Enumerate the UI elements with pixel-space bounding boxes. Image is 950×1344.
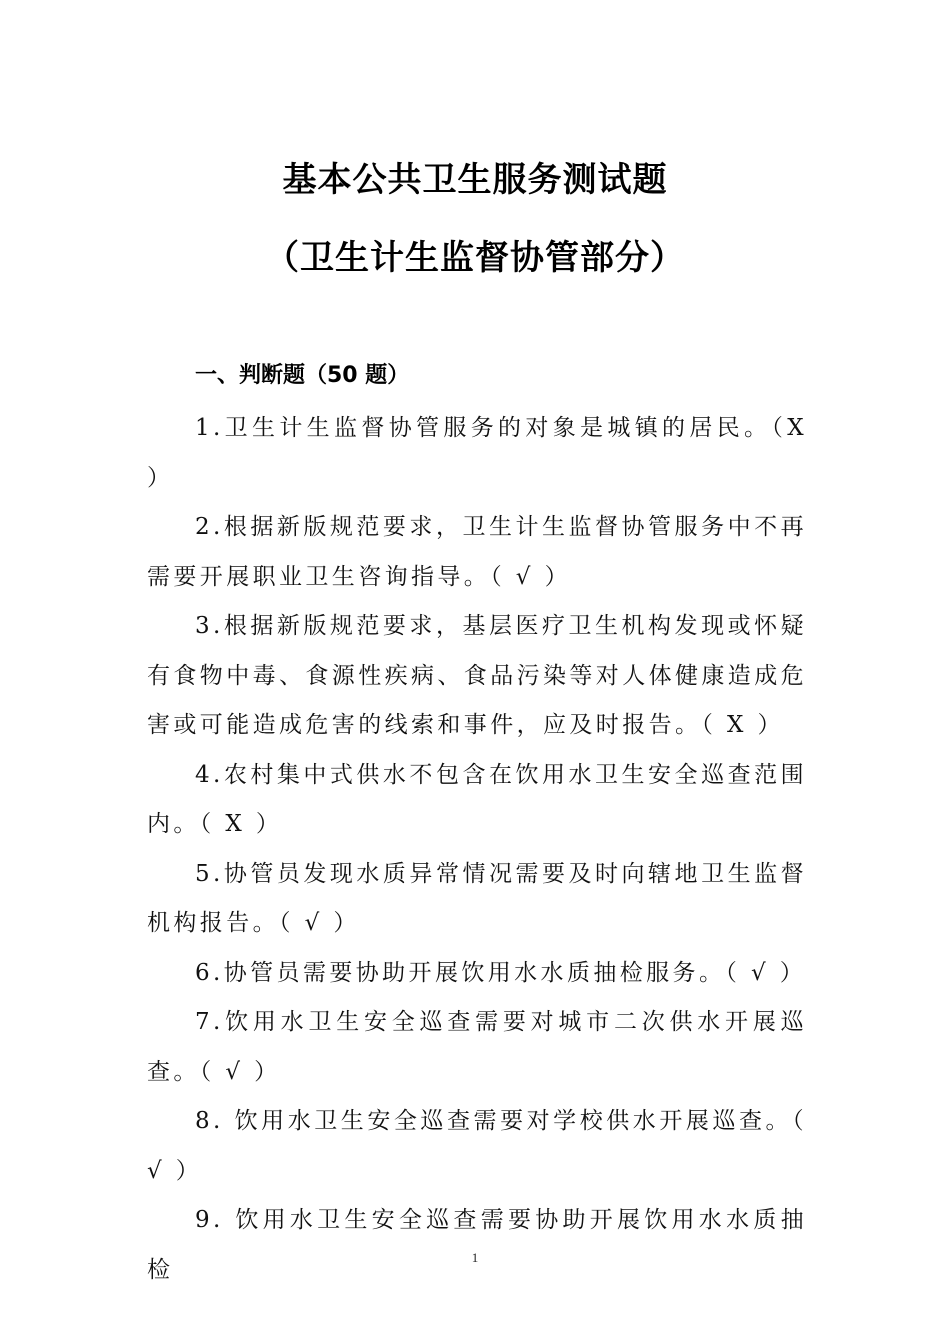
- question-list: [147, 404, 807, 1295]
- question-item: 6.协管员需要协助开展饮用水水质抽检服务。（ √ ）: [195, 959, 807, 986]
- question-item: 5.协管员发现水质异常情况需要及时向辖地卫生监督机构报告。（ √ ）: [147, 860, 807, 936]
- question-item: 1.卫生计生监督协管服务的对象是城镇的居民。（X ）: [147, 415, 807, 491]
- document-subtitle: （卫生计生监督协管部分）: [265, 238, 685, 278]
- question-item: 9. 饮用水卫生安全巡查需要协助开展饮用水水质抽检: [147, 1207, 807, 1283]
- question-item: 3.根据新版规范要求，基层医疗卫生机构发现或怀疑有食物中毒、食源性疾病、食品污染等对人体健康造成危害或可能造成危害的线索和事件，应及时报告。（ X ）: [147, 613, 807, 738]
- document-title: 基本公共卫生服务测试题: [282, 160, 668, 200]
- question-item: 2.根据新版规范要求，卫生计生监督协管服务中不再需要开展职业卫生咨询指导。（ √ ）: [147, 514, 807, 590]
- question-item: 8. 饮用水卫生安全巡查需要对学校供水开展巡查。（ √ ）: [147, 1108, 807, 1184]
- section-heading: 一、判断题（50 题）: [195, 363, 410, 388]
- question-item: 4.农村集中式供水不包含在饮用水卫生安全巡查范围内。（ X ）: [147, 761, 807, 837]
- question-item: 7.饮用水卫生安全巡查需要对城市二次供水开展巡查。（ √ ）: [147, 1009, 807, 1085]
- page-number: 1: [471, 1250, 479, 1265]
